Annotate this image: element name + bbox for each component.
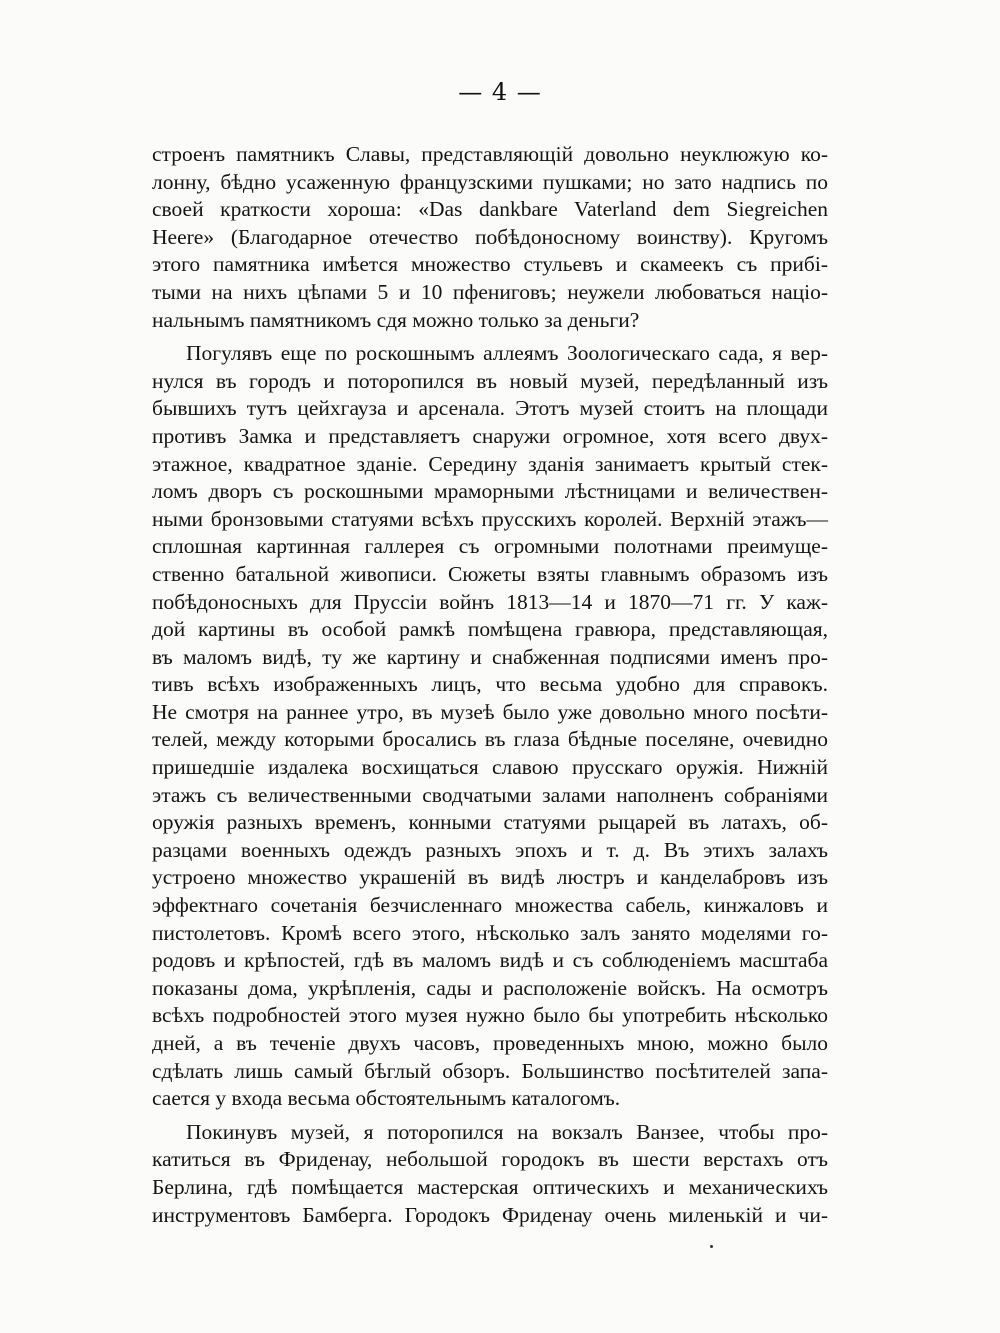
text-line: противъ Замка и представляетъ снаружи огромное, хотя всего двух- <box>152 423 828 448</box>
text-line: нулся въ городъ и поторопился въ новый музей, передѣланный изъ <box>152 368 828 393</box>
text-line: побѣдоносныхъ для Пруссіи войнъ 1813—14 и 1870—71 гг. У каж- <box>152 589 828 614</box>
text-line: Берлина, гдѣ помѣщается мастерская оптическихъ и механическихъ <box>152 1174 828 1199</box>
text-line: родовъ и крѣпостей, гдѣ въ маломъ видѣ и съ соблюденіемъ масштаба <box>152 948 828 973</box>
text-line: Heere» (Благодарное отечество побѣдоносному воинству). Кругомъ <box>152 224 828 249</box>
text-line: эффектнаго сочетанія безчисленнаго множества сабель, кинжаловъ и <box>152 893 828 918</box>
text-line: ственно батальной живописи. Сюжеты взяты главнымъ образомъ изъ <box>152 561 828 586</box>
text-line: своей краткости хороша: «Das dankbare Vaterland dem Siegreichen <box>152 197 828 222</box>
text-line: ломъ дворъ съ роскошными мраморными лѣстницами и величествен- <box>152 479 828 504</box>
text-line: пистолетовъ. Кромѣ всего этого, нѣсколько залъ занято моделями го- <box>152 920 828 945</box>
text-line: оружія разныхъ временъ, конными статуями рыцарей въ латахъ, об- <box>152 810 828 835</box>
body-text <box>152 141 828 1229</box>
text-line: всѣхъ подробностей этого музея нужно было бы употребить нѣсколько <box>152 1003 828 1028</box>
paragraph <box>152 141 828 334</box>
text-line: Погулявъ еще по роскошнымъ аллеямъ Зоологическаго сада, я вер- <box>186 341 828 366</box>
text-line: дней, а въ теченіе двухъ часовъ, проведенныхъ мною, можно было <box>152 1031 828 1055</box>
text-line: бывшихъ тутъ цейхгауза и арсенала. Этотъ музей стоитъ на площади <box>152 396 828 421</box>
text-line: этого памятника имѣется множество стульевъ и скамеекъ съ прибі- <box>152 252 828 277</box>
text-line: нальнымъ памятникомъ сдя можно только за деньги? <box>152 307 640 332</box>
text-line: телей, между которыми бросались въ глаза бѣдные поселяне, очевидно <box>152 727 828 752</box>
text-line: Покинувъ музей, я поторопился на вокзалъ Ванзее, чтобы про- <box>186 1119 828 1144</box>
paragraph <box>152 340 828 1113</box>
text-line: ными бронзовыми статуями всѣхъ прусскихъ королей. Верхній этажъ— <box>152 506 828 531</box>
text-line: показаны дома, укрѣпленія, сады и расположеніе войскъ. На осмотръ <box>152 975 828 1000</box>
text-line: сплошная картинная галлерея съ огромными полотнами преимуще- <box>152 534 828 559</box>
ink-speck <box>710 1245 713 1248</box>
text-line: сдѣлать лишь самый бѣглый обзоръ. Большинство посѣтителей запа- <box>152 1058 828 1083</box>
text-line: строенъ памятникъ Славы, представляющій довольно неуклюжую ко- <box>152 142 828 166</box>
text-line: инструментовъ Бамберга. Городокъ Фриденау очень миленькій и чи- <box>152 1202 828 1227</box>
text-line: тыми на нихъ цѣпами 5 и 10 пфениговъ; неужели любоваться націо- <box>152 279 828 304</box>
text-line: разцами военныхъ одеждъ разныхъ эпохъ и т. д. Въ этихъ залахъ <box>152 837 828 862</box>
text-line: устроено множество украшеній въ видѣ люстръ и канделабровъ изъ <box>152 865 828 890</box>
text-line: лонну, бѣдно усаженную французскими пушками; но зато надпись по <box>152 169 828 194</box>
text-line: этажъ съ величественными сводчатыми залами наполненъ собраніями <box>152 782 828 807</box>
text-line: Не смотря на раннее утро, въ музеѣ было уже довольно много посѣти- <box>152 699 828 724</box>
text-line: этажное, квадратное зданіе. Середину зданія занимаетъ крытый стек- <box>152 451 828 476</box>
text-line: дой картины въ особой рамкѣ помѣщена гравюра, представляющая, <box>152 617 828 642</box>
text-line: тивъ всѣхъ изображенныхъ лицъ, что весьма удобно для справокъ. <box>152 672 828 697</box>
paragraph <box>152 1119 828 1229</box>
text-line: сается у входа весьма обстоятельнымъ каталогомъ. <box>152 1086 621 1111</box>
text-line: пришедшіе издалека восхищаться славою прусскаго оружія. Нижній <box>152 755 828 780</box>
page-number: — 4 — <box>458 78 542 106</box>
text-line: катиться въ Фриденау, небольшой городокъ въ шести верстахъ отъ <box>152 1147 828 1172</box>
text-line: въ маломъ видѣ, ту же картину и снабженная подписями именъ про- <box>152 644 828 669</box>
